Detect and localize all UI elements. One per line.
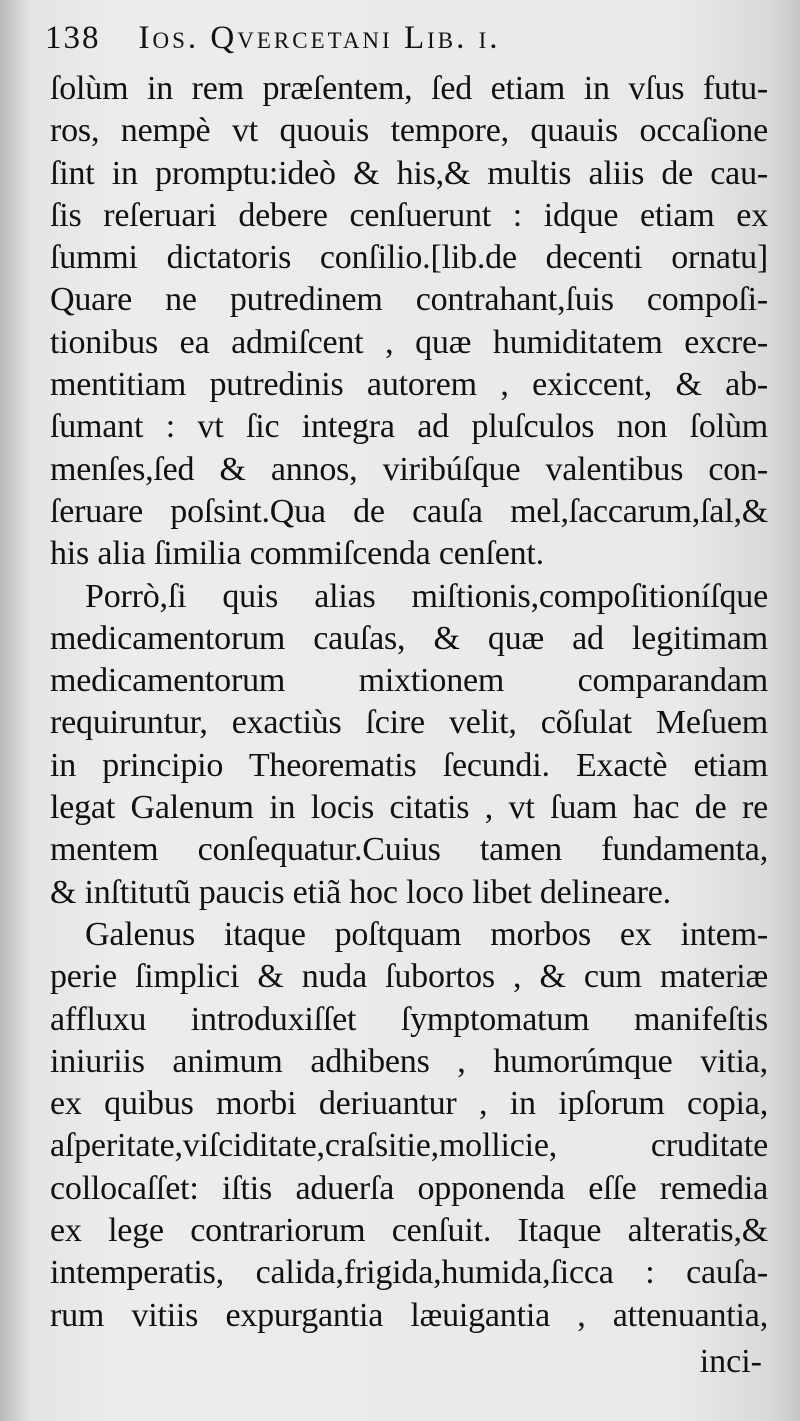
text-line: collocaſſet: iſtis aduerſa opponenda eſſe remedia	[50, 1169, 768, 1207]
text-line: ros, nempè vt quouis tempore, quauis occaſione	[50, 112, 768, 150]
text-line: ex lege contrariorum cenſuit. Itaque alteratis,&	[50, 1212, 768, 1250]
text-line: medicamentorum mixtionem comparandam	[50, 662, 768, 700]
text-line: mentitiam putredinis autorem , exiccent, & ab-	[50, 366, 768, 404]
running-head: Ios. Qvercetani Lib. i.	[138, 20, 501, 56]
text-line: ex quibus morbi deriuantur , in ipſorum copia,	[50, 1085, 768, 1123]
text-line: legat Galenum in locis citatis , vt ſuam hac de re	[50, 789, 768, 827]
text-line: menſes,ſed & annos, viribúſque valentibus con-	[50, 450, 768, 488]
page-number: 138	[45, 20, 101, 56]
text-line: Porrò,ſi quis alias miſtionis,compoſitioníſque	[85, 577, 768, 615]
text-line: Quare ne putredinem contrahant,ſuis compoſi-	[50, 281, 768, 319]
text-line: in principio Theorematis ſecundi. Exactè etiam	[50, 746, 768, 784]
text-line: tionibus ea admiſcent , quæ humiditatem excre-	[50, 323, 768, 361]
text-line: rum vitiis expurgantia læuigantia , attenuantia,	[50, 1296, 768, 1334]
text-line: ſolùm in rem præſentem, ſed etiam in vſus futu-	[50, 70, 768, 107]
page-header	[45, 20, 765, 70]
text-line: requiruntur, exactiùs ſcire velit, cõſulat Meſuem	[50, 704, 768, 742]
text-line: medicamentorum cauſas, & quæ ad legitimam	[50, 619, 768, 657]
text-line: & inſtitutũ paucis etiã hoc loco libet delineare.	[50, 873, 671, 911]
text-line: perie ſimplici & nuda ſubortos , & cum materiæ	[50, 958, 768, 996]
text-line: ſumant : vt ſic integra ad pluſculos non ſolùm	[50, 408, 768, 446]
text-line: mentem conſequatur.Cuius tamen fundamenta,	[50, 831, 768, 869]
text-line: intemperatis, calida,frigida,humida,ſicca : cauſa-	[50, 1254, 768, 1292]
catchword: inci-	[699, 1343, 762, 1380]
text-line: ſis reſeruari debere cenſuerunt : idque etiam ex	[50, 196, 768, 234]
text-line: aſperitate,viſciditate,craſsitie,mollicie, cruditate	[50, 1127, 768, 1165]
text-line: ſummi dictatoris conſilio.[lib.de decenti ornatu]	[50, 239, 768, 277]
text-line: his alia ſimilia commiſcenda cenſent.	[50, 535, 544, 573]
text-line: iniuriis animum adhibens , humorúmque vitia,	[50, 1042, 768, 1080]
text-line: Galenus itaque poſtquam morbos ex intem-	[85, 915, 768, 953]
text-line: ſeruare poſsint.Qua de cauſa mel,ſaccarum,ſal,&	[50, 492, 768, 530]
text-line: ſint in promptu:ideò & his,& multis aliis de cau-	[50, 154, 768, 192]
body-text	[50, 68, 768, 1337]
text-line: affluxu introduxiſſet ſymptomatum manifeſtis	[50, 1000, 768, 1038]
